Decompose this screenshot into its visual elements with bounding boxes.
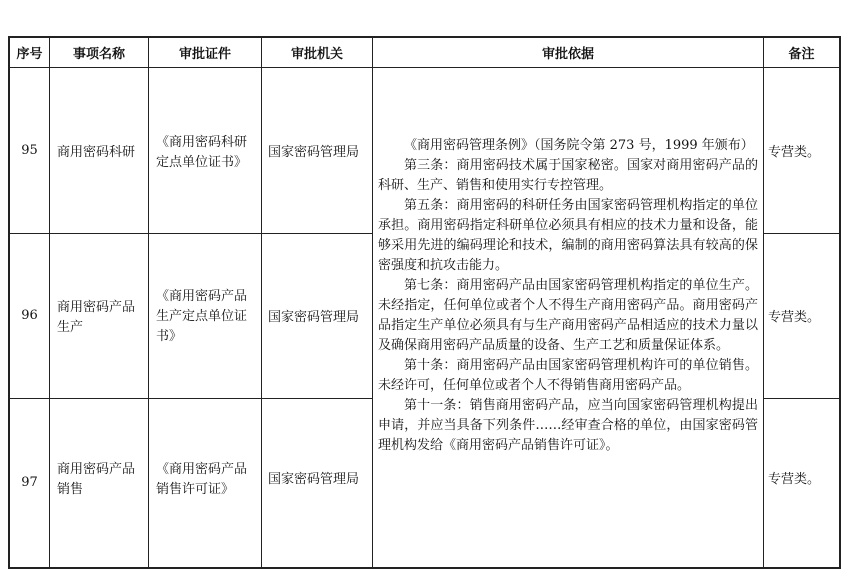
certificate-name: 《商用密码产品生产定点单位证书》 [156,289,248,344]
header-remark: 备注 [788,46,815,62]
header-basis: 审批依据 [541,46,594,62]
header-item: 事项名称 [72,46,125,62]
row-number: 97 [21,475,38,490]
certificate-name: 《商用密码科研定点单位证书》 [156,135,248,170]
basis-paragraph: 第五条：商用密码的科研任务由国家密码管理机构指定的单位承担。商用密码指定科研单位必须具有相应的技术力量和设备，能够采用先进的编码理论和技术，编制的商用密码算法具有较高的保密强度和抗攻击能力。 [378,198,758,273]
remark: 专营类。 [768,145,821,160]
basis-paragraph: 第十一条：销售商用密码产品，应当向国家密码管理机构提出申请，并应当具备下列条件……经审查合格的单位，由国家密码管理机构发给《商用密码产品销售许可证》。 [378,398,758,453]
item-name: 商用密码科研 [57,145,136,160]
column-border [261,36,262,569]
item-name: 商用密码产品销售 [57,462,136,497]
basis-paragraph: 第三条：商用密码技术属于国家秘密。国家对商用密码产品的科研、生产、销售和使用实行专控管理。 [378,158,758,193]
authority-name: 国家密码管理局 [268,310,360,325]
column-border [763,36,764,569]
row-number: 95 [21,142,38,158]
column-border [372,36,373,569]
basis-paragraph: 第十条：商用密码产品由国家密码管理机构许可的单位销售。未经许可，任何单位或者个人不得销售商用密码产品。 [378,358,758,393]
header-certificate: 审批证件 [178,46,231,62]
authority-name: 国家密码管理局 [268,145,360,160]
column-border [839,36,841,569]
header-bottom-border [8,67,841,68]
column-border [148,36,149,569]
column-border [49,36,50,569]
row-divider [8,398,372,399]
basis-paragraph: 第七条：商用密码产品由国家密码管理机构指定的单位生产。未经指定，任何单位或者个人不得生产商用密码产品。商用密码产品指定生产单位必须具有与生产商用密码产品相适应的技术力量以及确保商用密码产品质量的设备、生产工艺和质量保证体系。 [378,278,758,353]
header-no: 序号 [16,46,43,62]
row-divider [763,233,841,234]
row-divider [8,233,372,234]
table-bottom-border [8,567,841,569]
authority-name: 国家密码管理局 [268,472,360,487]
header-authority: 审批机关 [290,46,343,62]
certificate-name: 《商用密码产品销售许可证》 [156,462,248,497]
basis-paragraph: 《商用密码管理条例》（国务院令第 273 号，1999 年颁布） [404,138,754,153]
item-name: 商用密码产品生产 [57,300,136,335]
approval-basis [378,136,758,456]
row-number: 96 [21,308,38,323]
remark: 专营类。 [768,472,821,487]
remark: 专营类。 [768,310,821,325]
row-divider [763,398,841,399]
